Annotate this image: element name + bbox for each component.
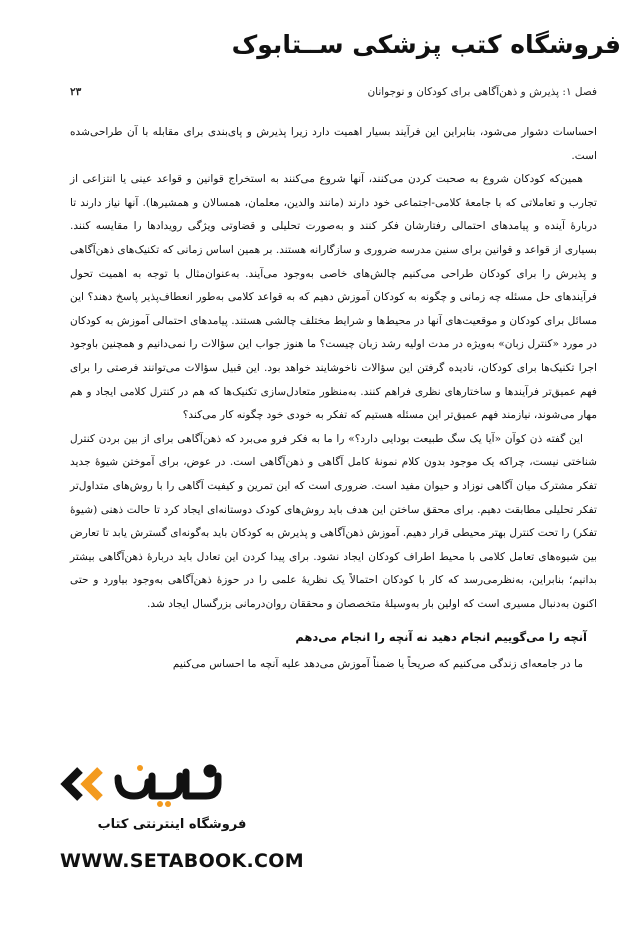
- store-title: فروشگاه کتب پزشکی ســتابوک: [231, 30, 621, 59]
- page-number: ۲۳: [70, 86, 82, 98]
- paragraph: احساسات دشوار می‌شود، بنابراین این فرآیند بسیار اهمیت دارد زیرا پذیرش و پای‌بندی برای مقابله با آن طراحی‌شده است.: [70, 126, 597, 162]
- setabook-logo-graphic: [60, 758, 247, 848]
- running-header: [70, 86, 597, 104]
- setabook-logo: [60, 758, 247, 848]
- section-heading: آنچه را می‌گوییم انجام دهید نه آنچه را انجام می‌دهم: [295, 630, 587, 645]
- page-body: [70, 121, 597, 677]
- svg-text:فروشگاه اینترنتی کتاب: فروشگاه اینترنتی کتاب: [97, 817, 247, 832]
- paragraph: این گفته ذن کوآن «آیا یک سگ طبیعت بودایی دارد؟» را ما به فکر فرو می‌برد که ذهن‌آگاهی برای از بین بردن کنترل شناختی نیست، چراکه یک موجود بدون کلام نمونهٔ کامل آگاهی و ذهن‌آگاهی است. در عوض، برای آموختن شیوهٔ جدید تفکر مشترک میان آگاهی نوزاد و حیوان مفید است. ضروری است که این تمرین و کیفیت آگاهی را با روش‌های متداول‌تر تفکر تحلیلی مطابقت دهیم. برای محقق ساختن این هدف باید روش‌های کودک دوستانه‌ای ایجاد کرد تا حالت ذهنی (شیوهٔ تفکر) را تحت کنترل بهتر محیطی قرار دهیم. آموزش ذهن‌آگاهی و پذیرش به کودکان باید به‌گونه‌ای گسترش یابد تا تعارض بین شیوه‌های تعامل کلامی با محیط اطراف کودکان ایجاد نشود. برای پیدا کردن این تعادل باید دربارهٔ ذهن‌آگاهی بیشتر بدانیم؛ بنابراین، به‌نظرمی‌رسد که کار با کودکان احتمالاً یک نظریهٔ علمی را در حوزهٔ ذهن‌آگاهی به‌وجود بیاورد و حتی اکنون به‌دنبال مسیری است که اولین بار به‌وسیلهٔ متخصصان و محققان روان‌درمانی بزرگسال ایجاد شد.: [70, 432, 597, 610]
- setabook-url: WWW.SETABOOK.COM: [60, 850, 304, 872]
- paragraph: همین‌که کودکان شروع به صحبت کردن می‌کنند، آنها شروع می‌کنند به استخراج قوانین و قواعد عینی یا انتزاعی از تجارب و تعاملاتی که با جامعهٔ کلامی-اجتماعی خود دارند (مانند والدین، معلمان، همسالان و همشیرها). آنها نیاز دارند تا دربارهٔ آینده و پیامدهای احتمالی رفتارشان فکر کنند و به‌صورت تحلیلی و قضاوتی ویژگی رویدادها را مقایسه کنند. بسیاری از قواعد و قوانین برای سنین مدرسه ضروری و سازگارانه هستند. بر همین اساس زمانی که تکنیک‌های ذهن‌آگاهی و پذیرش را برای کودکان طراحی می‌کنیم چالش‌های خاصی به‌وجود می‌آیند. به‌عنوان‌مثال با توجه به اهمیت تحول فرآیندهای حل مسئله چه زمانی و چگونه به کودکان آموزش دهیم که به قواعد کلامی به‌طور انعطاف‌پذیر پاسخ دهند؟ این مسائل برای کودکان و موقعیت‌های آنها در محیط‌ها و شرایط مختلف چالشی هستند. پیامدهای احتمالی آموزش به کودکان در مورد «کنترل زبان» به‌ویژه در مدت اولیه رشد زبان چیست؟ ما هنوز جواب این سؤالات را نمی‌دانیم و همچنین باوجود اجرا تکنیک‌ها برای کودکان، نادیده گرفتن این سؤالات ناخوشایند خواهد بود. این قبیل سؤالات می‌توانند فرصتی را برای فهم عمیق‌تر فرآیندها و ساختارهای نظری فراهم کنند. به‌منظور متعادل‌سازی تکنیک‌ها که هم در کنترل کلامی ایجاد و هم مهار می‌شوند، نیازمند فهم عمیق‌تر این مسئله هستیم که تفکر به خودی خود چگونه کار می‌کند؟: [70, 173, 597, 422]
- chapter-title: فصل ۱: پذیرش و ذهن‌آگاهی برای کودکان و نوجوانان: [367, 86, 597, 98]
- paragraph: ما در جامعه‌ای زندگی می‌کنیم که صریحاً یا ضمناً آموزش می‌دهد علیه آنچه ما احساس می‌کنیم: [172, 658, 583, 671]
